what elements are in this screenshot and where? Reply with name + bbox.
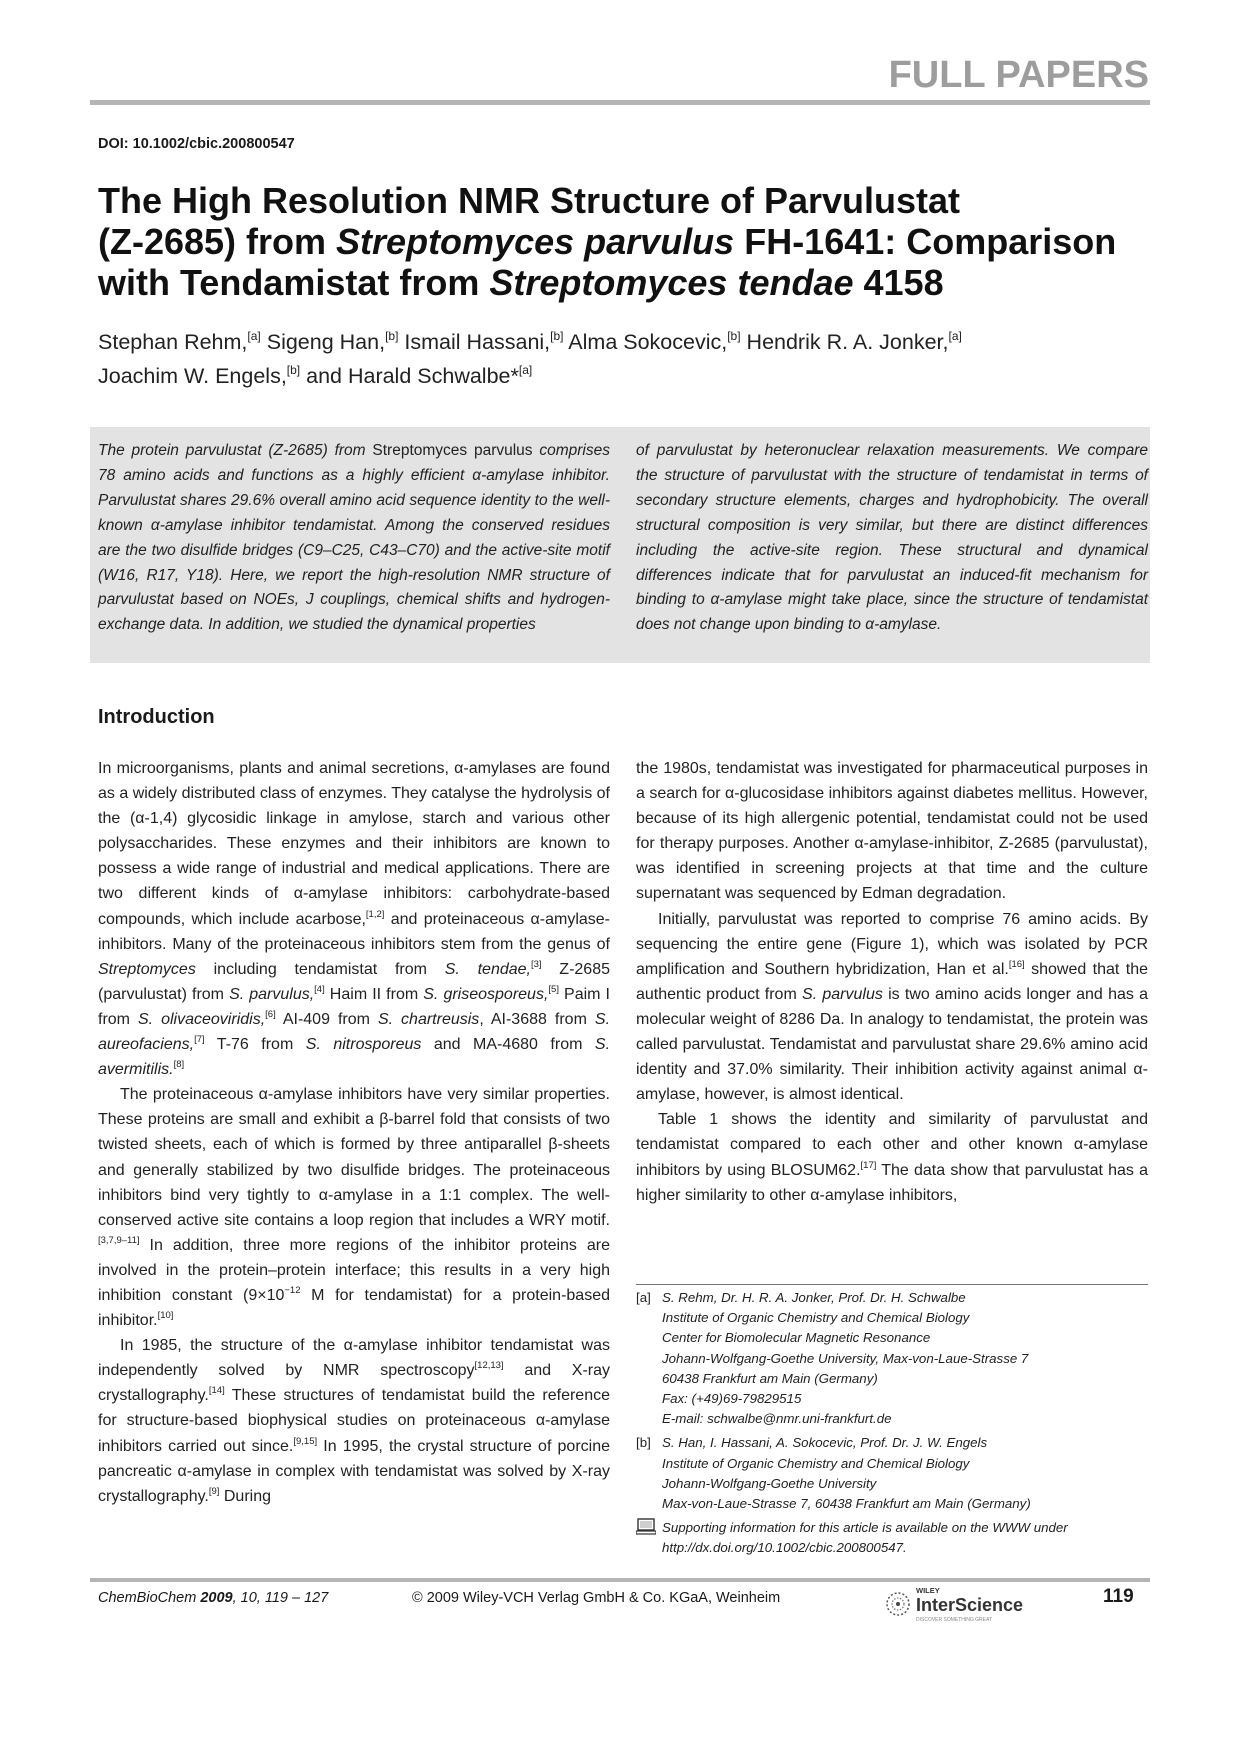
paragraph: [636, 907, 1148, 1108]
species-name: S. parvulus: [802, 985, 883, 1003]
body-text: Z-2685 (parvulustat) from: [98, 960, 610, 1003]
species-name: S. olivaceoviridis,: [138, 1010, 266, 1028]
species-name: Streptomyces: [98, 960, 196, 978]
author-line-2: [98, 356, 1158, 390]
section-heading-introduction: Introduction: [98, 706, 215, 728]
footnote-line: Max-von-Laue-Strasse 7, 60438 Frankfurt am Main (Germany): [662, 1496, 1031, 1512]
footnote-line: Johann-Wolfgang-Goethe University, Max-von-Laue-Strasse 7: [662, 1350, 1029, 1366]
copyright: © 2009 Wiley-VCH Verlag GmbH & Co. KGaA, Weinheim: [412, 1590, 781, 1606]
exponent: −12: [284, 1284, 301, 1296]
citation-ref[interactable]: [9,15]: [293, 1435, 318, 1447]
body-text: Haim II from: [324, 985, 424, 1003]
citation-ref[interactable]: [4]: [314, 983, 325, 995]
supporting-info: [636, 1518, 1156, 1558]
body-text: In microorganisms, plants and animal secretions, α-amylases are found as a widely distributed class of enzymes. They catalyse the hydrolysis of the (α-1,4) glycosidic linkage in amylose, starch and various other polysaccharides. These enzymes and their inhibitors are known to possess a wide range of industrial and medical applications. There are two different kinds of α-amylase inhibitors: carbohydrate-based compounds, which include acarbose,: [98, 760, 610, 928]
body-column-right: [636, 756, 1148, 1208]
citation-ref[interactable]: [17]: [860, 1159, 877, 1171]
globe-icon: [887, 1593, 909, 1615]
body-text: M for tendamistat) for a protein-based inhibitor.: [98, 1286, 610, 1330]
species-name: S. parvulus,: [229, 985, 315, 1003]
species-name: S. nitrosporeus: [305, 1036, 422, 1054]
citation-ref[interactable]: [3]: [530, 958, 542, 970]
body-text: showed that the authentic product from: [636, 960, 1148, 1003]
author-affiliation: [b]: [286, 363, 301, 377]
body-text: is two amino acids longer and has a molecular weight of 8286 Da. In analogy to tendamistat, the protein was called parvulustat. Tendamistat and parvulustat share 29.6% amino acid identity and 37.0% similarity. Their inhibition activity against animal α-amylase, however, is almost identical.: [636, 985, 1149, 1104]
footnote-rule: [636, 1284, 1148, 1285]
author: Ismail Hassani,: [398, 330, 551, 354]
body-text: The data show that parvulustat has a higher similarity to other α-amylase inhibitors,: [636, 1161, 1148, 1204]
footnote-key: [b]: [636, 1435, 651, 1451]
body-text: Table 1 shows the identity and similarity of parvulustat and tendamistat compared to each other and other known α-amylase inhibitors by using BLOSUM62.: [636, 1111, 1148, 1179]
body-text: In addition, three more regions of the inhibitor proteins are involved in the protein–protein interface; this results in a very high inhibition constant (9×10: [98, 1236, 610, 1304]
paragraph: [98, 1082, 610, 1333]
citation-ref[interactable]: [14]: [208, 1385, 225, 1397]
footnote-key: [a]: [636, 1290, 651, 1305]
title-line-3: [98, 262, 1158, 303]
footnote-line: 60438 Frankfurt am Main (Germany): [662, 1370, 878, 1386]
body-text: , AI-3688 from: [479, 1010, 595, 1028]
abstract-text: The protein parvulustat (Z-2685) from: [98, 442, 373, 459]
species-name: S. griseosporeus,: [423, 985, 549, 1003]
body-text: The proteinaceous α-amylase inhibitors have very similar properties. These proteins are small and exhibit a β-barrel fold that consists of two twisted sheets, each of which is formed by three antiparallel β-sheets and generally stabilized by two disulfide bridges. The proteinaceous inhibitors bind very tightly to α-amylase in a 1:1 complex. The well-conserved active site contains a loop region that includes a WRY motif.: [98, 1086, 610, 1229]
supporting-info-text: [662, 1518, 1068, 1558]
body-text: In 1995, the crystal structure of porcine pancreatic α-amylase in complex with tendamistat was solved by X-ray crystallography.: [98, 1437, 610, 1505]
species-name: S. aureofaciens,: [98, 1010, 611, 1054]
doi[interactable]: DOI: 10.1002/cbic.200800547: [98, 136, 295, 152]
section-label: FULL PAPERS: [888, 54, 1149, 96]
computer-icon: [636, 1518, 662, 1558]
paragraph: [636, 1107, 1148, 1207]
footnote-a: [636, 1288, 1156, 1429]
wiley-interscience-logo[interactable]: [880, 1582, 1070, 1626]
body-text: Initially, parvulustat was reported to comprise 76 amino acids. By sequencing the entire gene (Figure 1), which was isolated by PCR amplification and Southern hybridization, Han et al.: [636, 910, 1148, 978]
author-affiliation: [b]: [727, 329, 741, 343]
author-affiliation: [b]: [385, 329, 399, 343]
paragraph: the 1980s, tendamistat was investigated for pharmaceutical purposes in a search for α-glucosidase inhibitors against diabetes mellitus. However, because of its high allergenic potential, tendamistat could not be used for therapy purposes. Another α-amylase-inhibitor, Z-2685 (parvulustat), was identified in screening projects at that time and the culture supernatant was sequenced by Edman degradation.: [636, 760, 1148, 903]
body-column-left: [98, 756, 610, 1509]
journal-name: ChemBioChem: [98, 1590, 201, 1606]
title-text: 4158: [853, 262, 944, 303]
author: Sigeng Han,: [260, 330, 386, 354]
body-text: In 1985, the structure of the α-amylase inhibitor tendamistat was independently solved by NMR spectroscopy: [98, 1337, 610, 1380]
species-name: S. avermitilis.: [98, 1036, 611, 1079]
paragraph: [98, 756, 610, 1082]
logo-small-text: WILEY: [916, 1586, 940, 1595]
title-line-1: The High Resolution NMR Structure of Parvulustat: [98, 180, 961, 221]
species-name: S. tendae,: [444, 960, 531, 978]
author-affiliation: [a]: [247, 329, 261, 343]
body-text: and proteinaceous α-amylase-inhibitors. Many of the proteinaceous inhibitors stem from the genus of: [98, 910, 611, 953]
email-link[interactable]: E-mail: schwalbe@nmr.uni-frankfurt.de: [662, 1411, 892, 1427]
paragraph: [98, 1333, 610, 1509]
footnote-line: Center for Biomolecular Magnetic Resonance: [662, 1330, 931, 1346]
abstract-left: [98, 439, 610, 638]
journal-year: 2009: [200, 1590, 233, 1606]
body-text: and X-ray crystallography.: [98, 1362, 611, 1405]
author-affiliation: [a]: [518, 363, 533, 377]
author-affiliation: [a]: [948, 329, 962, 343]
title-line-2: [98, 221, 1158, 262]
citation-ref[interactable]: [12,13]: [474, 1360, 504, 1372]
citation-ref[interactable]: [16]: [1008, 958, 1025, 970]
journal-volume: , 10, 119 – 127: [232, 1590, 329, 1606]
citation-ref[interactable]: [8]: [173, 1059, 185, 1071]
author: Hendrik R. A. Jonker,: [740, 330, 949, 354]
logo-tagline: DISCOVER SOMETHING GREAT: [916, 1617, 993, 1623]
body-text: including tendamistat from: [195, 960, 445, 978]
author: Stephan Rehm,: [98, 330, 248, 354]
footnote-line: Johann-Wolfgang-Goethe University: [662, 1475, 877, 1491]
abstract-right: of parvulustat by heteronuclear relaxation measurements. We compare the structure of parvulustat with the structure of tendamistat in terms of secondary structure elements, charges and hydrophobicity. The overall structural composition is very similar, but there are distinct differences including the active-site region. These structural and dynamical differences indicate that for parvulustat an induced-fit mechanism for binding to α-amylase might take place, since the structure of tendamistat does not change upon binding to α-amylase.: [636, 442, 1148, 634]
citation-ref[interactable]: [10]: [157, 1310, 174, 1322]
supporting-info-link[interactable]: http://dx.doi.org/10.1002/cbic.200800547.: [662, 1540, 907, 1556]
author-affiliation: [b]: [550, 329, 564, 343]
logo-main-text: InterScience: [916, 1595, 1024, 1615]
author-list: [98, 322, 1158, 390]
citation-ref[interactable]: [7]: [194, 1034, 205, 1046]
body-text: AI-409 from: [275, 1010, 378, 1028]
species-name: S. chartreusis: [377, 1010, 480, 1028]
author: and Harald Schwalbe*: [300, 364, 519, 388]
author-line-1: [98, 322, 1158, 356]
abstract-text: comprises 78 amino acids and functions as a highly efficient α-amylase inhibitor. Parvulustat shares 29.6% overall amino acid sequence identity to the well-known α-amylase inhibitor tendamistat. Among the conserved residues are the two disulfide bridges (C9–C25, C43–C70) and the active-site motif (W16, R17, Y18). Here, we report the high-resolution NMR structure of parvulustat based on NOEs, J couplings, chemical shifts and hydrogen-exchange data. In addition, we studied the dynamical properties: [98, 442, 610, 634]
footnote-line: Institute of Organic Chemistry and Chemical Biology: [662, 1310, 970, 1326]
citation-ref[interactable]: [1,2]: [365, 908, 385, 920]
body-text: These structures of tendamistat build the reference for structure-based biophysical studies on proteinaceous α-amylase inhibitors carried out since.: [98, 1387, 610, 1455]
title-species: Streptomyces parvulus: [336, 221, 735, 262]
affiliation-footnotes: [636, 1288, 1156, 1559]
footnote-line: Fax: (+49)69-79829515: [662, 1391, 802, 1407]
footnote-line: S. Rehm, Dr. H. R. A. Jonker, Prof. Dr. H. Schwalbe: [662, 1290, 966, 1305]
citation-ref[interactable]: [5]: [548, 983, 559, 995]
author: Alma Sokocevic,: [563, 330, 728, 354]
body-text: and MA-4680 from: [421, 1036, 595, 1054]
header-rule: [90, 100, 1150, 105]
title-species: Streptomyces tendae: [489, 262, 854, 303]
footnote-line: Institute of Organic Chemistry and Chemical Biology: [662, 1455, 970, 1471]
footnote-b: [636, 1433, 1156, 1514]
page-number: 119: [1103, 1586, 1134, 1607]
article-title: [98, 180, 1158, 303]
footnote-body: [662, 1288, 1028, 1429]
abstract-species: Streptomyces parvulus: [372, 442, 533, 459]
footnote-line: S. Han, I. Hassani, A. Sokocevic, Prof. Dr. J. W. Engels: [662, 1435, 988, 1451]
title-text: (Z-2685) from: [98, 221, 337, 262]
body-text: Paim I from: [98, 985, 610, 1028]
body-text: T-76 from: [204, 1036, 306, 1054]
journal-citation: [98, 1590, 328, 1606]
citation-ref[interactable]: [6]: [265, 1008, 276, 1020]
body-text: During: [219, 1487, 271, 1505]
citation-ref[interactable]: [3,7,9–11]: [98, 1234, 140, 1246]
footnote-body: [662, 1433, 1031, 1514]
footnote-line: Supporting information for this article is available on the WWW under: [662, 1520, 1068, 1536]
citation-ref[interactable]: [9]: [208, 1485, 220, 1497]
title-text: FH-1641: Comparison: [734, 221, 1117, 262]
author: Joachim W. Engels,: [98, 364, 287, 388]
title-text: with Tendamistat from: [98, 262, 490, 303]
